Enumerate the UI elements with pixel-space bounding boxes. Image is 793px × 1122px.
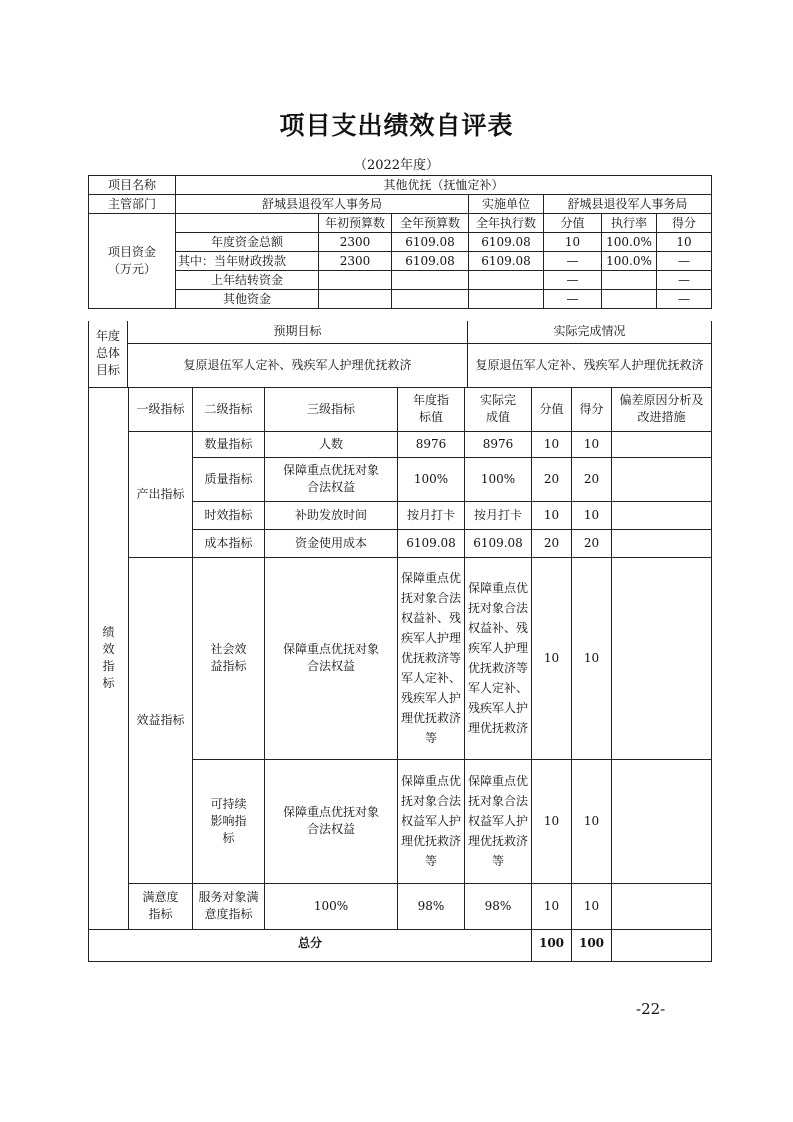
indicators-table	[88, 388, 712, 930]
l3-cell: 保障重点优抚对象合法权益	[265, 759, 398, 883]
expected-goal-text: 复原退伍军人定补、残疾军人护理优抚救济	[128, 343, 468, 387]
funds-row	[89, 252, 712, 271]
l3-cell: 资金使用成本	[265, 529, 398, 557]
actual-cell: 6109.08	[465, 529, 532, 557]
funds-cell	[392, 271, 469, 290]
score-cell: 20	[572, 529, 612, 557]
table-row	[89, 557, 712, 759]
indicator-header: 三级指标	[265, 388, 398, 431]
score-value-cell: 10	[532, 431, 572, 457]
impl-value: 舒城县退役军人事务局	[544, 195, 712, 214]
l3-cell: 保障重点优抚对象合法权益	[265, 457, 398, 501]
total-table	[88, 927, 712, 962]
score-value-cell: 20	[532, 457, 572, 501]
indicator-header: 偏差原因分析及改进措施	[612, 388, 712, 431]
funds-cell	[469, 271, 544, 290]
score-cell: 20	[572, 457, 612, 501]
actual-goal-text: 复原退伍军人定补、残疾军人护理优抚救济	[468, 343, 712, 387]
funds-cell	[602, 290, 657, 309]
actual-cell: 按月打卡	[465, 501, 532, 529]
l2-cell: 社会效益指标	[193, 557, 265, 759]
indicator-header: 一级指标	[129, 388, 193, 431]
funds-row-label: 其他资金	[176, 290, 319, 309]
table-row	[89, 883, 712, 929]
funds-cell: 2300	[319, 252, 392, 271]
funds-header: 得分	[657, 214, 712, 233]
l3-cell: 保障重点优抚对象合法权益	[265, 557, 398, 759]
funds-row-label: 上年结转资金	[176, 271, 319, 290]
target-cell: 98%	[398, 883, 465, 929]
deviation-cell	[612, 883, 712, 929]
funds-cell: 6109.08	[469, 233, 544, 252]
funds-cell	[319, 271, 392, 290]
funds-cell: 10	[657, 233, 712, 252]
funds-row	[89, 233, 712, 252]
funds-cell: 6109.08	[469, 252, 544, 271]
score-value-cell: 20	[532, 529, 572, 557]
project-name-label: 项目名称	[89, 176, 176, 195]
table-row	[89, 431, 712, 457]
indicator-header: 二级指标	[193, 388, 265, 431]
annual-goals-table	[88, 321, 712, 388]
funds-row	[89, 290, 712, 309]
deviation-cell	[612, 759, 712, 883]
indicator-header: 得分	[572, 388, 612, 431]
funds-cell: —	[657, 252, 712, 271]
l3-cell: 补助发放时间	[265, 501, 398, 529]
l2-cell: 服务对象满意度指标	[193, 883, 265, 929]
l2-cell: 数量指标	[193, 431, 265, 457]
target-cell: 6109.08	[398, 529, 465, 557]
funds-cell: 6109.08	[392, 252, 469, 271]
indicators-label: 绩效指标	[89, 388, 129, 929]
dept-value: 舒城县退役军人事务局	[176, 195, 469, 214]
funds-cell	[602, 271, 657, 290]
indicator-header: 年度指标值	[398, 388, 465, 431]
l3-cell: 人数	[265, 431, 398, 457]
funds-cell: 100.0%	[602, 233, 657, 252]
funds-cell: —	[657, 290, 712, 309]
l2-cell: 时效指标	[193, 501, 265, 529]
score-value-cell: 10	[532, 557, 572, 759]
dept-label: 主管部门	[89, 195, 176, 214]
score-value-cell: 10	[532, 759, 572, 883]
funds-cell: 10	[544, 233, 602, 252]
target-cell: 保障重点优抚对象合法权益军人护理优抚救济等	[398, 759, 465, 883]
goals-label: 年度总体目标	[89, 321, 128, 387]
actual-cell: 98%	[465, 883, 532, 929]
actual-cell: 保障重点优抚对象合法权益补、残疾军人护理优抚救济等军人定补、残疾军人护理优抚救济	[465, 557, 532, 759]
project-info-table	[88, 175, 712, 309]
score-value-cell: 10	[532, 883, 572, 929]
funds-cell: —	[544, 252, 602, 271]
funds-cell	[469, 290, 544, 309]
deviation-cell	[612, 529, 712, 557]
actual-cell: 8976	[465, 431, 532, 457]
funds-cell	[319, 290, 392, 309]
score-cell: 10	[572, 431, 612, 457]
funds-row-label: 其中：当年财政拨款	[176, 252, 319, 271]
deviation-cell	[612, 457, 712, 501]
page-number: -22-	[636, 1000, 666, 1018]
funds-row-label: 年度资金总额	[176, 233, 319, 252]
target-cell: 按月打卡	[398, 501, 465, 529]
indicator-header: 分值	[532, 388, 572, 431]
funds-cell: 2300	[319, 233, 392, 252]
funds-cell: —	[544, 290, 602, 309]
page-title: 项目支出绩效自评表	[279, 111, 514, 140]
score-cell: 10	[572, 883, 612, 929]
funds-label: 项目资金（万元）	[89, 214, 176, 309]
funds-cell: 100.0%	[602, 252, 657, 271]
funds-header: 年初预算数	[319, 214, 392, 233]
score-cell: 10	[572, 501, 612, 529]
l3-cell: 100%	[265, 883, 398, 929]
indicator-header: 实际完成值	[465, 388, 532, 431]
actual-goal-header: 实际完成情况	[468, 321, 712, 343]
report-year: （2022年度）	[353, 158, 440, 173]
funds-header: 全年预算数	[392, 214, 469, 233]
total-score: 100	[572, 927, 612, 961]
total-score-value: 100	[532, 927, 572, 961]
score-cell: 10	[572, 759, 612, 883]
deviation-cell	[612, 431, 712, 457]
total-label: 总分	[89, 927, 532, 961]
funds-header: 执行率	[602, 214, 657, 233]
funds-header: 分值	[544, 214, 602, 233]
funds-cell: —	[544, 271, 602, 290]
funds-header-blank	[176, 214, 319, 233]
score-value-cell: 10	[532, 501, 572, 529]
impl-label: 实施单位	[469, 195, 544, 214]
deviation-cell	[612, 557, 712, 759]
benefit-indicators-label: 效益指标	[129, 557, 193, 883]
l2-cell: 成本指标	[193, 529, 265, 557]
funds-cell: 6109.08	[392, 233, 469, 252]
output-indicators-label: 产出指标	[129, 431, 193, 557]
target-cell: 8976	[398, 431, 465, 457]
satisfaction-indicators-label: 满意度指标	[129, 883, 193, 929]
project-name-value: 其他优抚（抚恤定补）	[176, 176, 712, 195]
actual-cell: 100%	[465, 457, 532, 501]
funds-row	[89, 271, 712, 290]
target-cell: 100%	[398, 457, 465, 501]
funds-cell	[392, 290, 469, 309]
target-cell: 保障重点优抚对象合法权益补、残疾军人护理优抚救济等军人定补、残疾军人护理优抚救济等	[398, 557, 465, 759]
funds-header: 全年执行数	[469, 214, 544, 233]
score-cell: 10	[572, 557, 612, 759]
actual-cell: 保障重点优抚对象合法权益军人护理优抚救济等	[465, 759, 532, 883]
funds-cell: —	[657, 271, 712, 290]
deviation-cell	[612, 501, 712, 529]
l2-cell: 可持续影响指标	[193, 759, 265, 883]
total-deviation-cell	[612, 927, 712, 961]
expected-goal-header: 预期目标	[128, 321, 468, 343]
l2-cell: 质量指标	[193, 457, 265, 501]
